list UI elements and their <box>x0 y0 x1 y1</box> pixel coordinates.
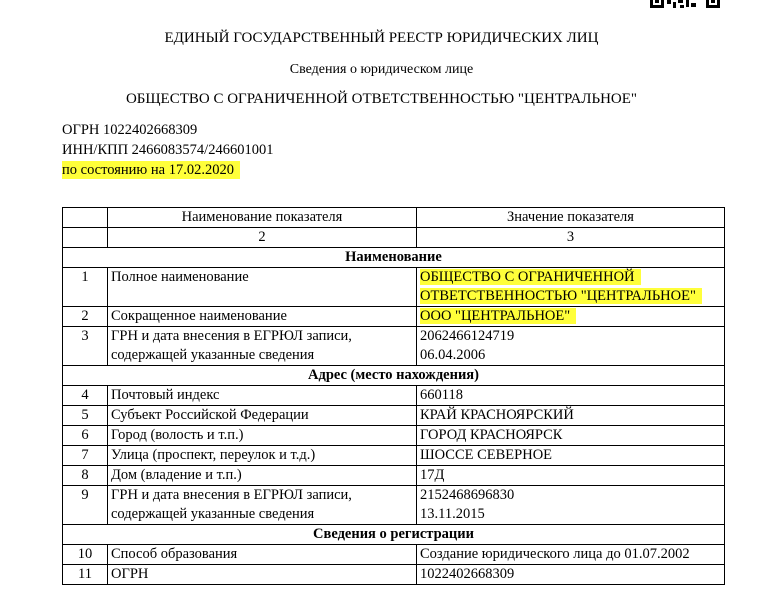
grn-date-value: 06.04.2006 <box>420 347 486 363</box>
table-row <box>63 466 725 486</box>
table-row <box>63 268 725 307</box>
row-value <box>417 307 725 327</box>
grn-value: 2062466124719 <box>420 328 515 344</box>
section-registration-title: Сведения о регистрации <box>63 525 725 545</box>
row-num: 5 <box>63 406 108 426</box>
row-num: 6 <box>63 426 108 446</box>
table-row <box>63 386 725 406</box>
row-value <box>417 268 725 307</box>
table-row <box>63 565 725 585</box>
section-name-title: Наименование <box>63 248 725 268</box>
qr-code-icon <box>650 0 720 10</box>
document-subtitle: Сведения о юридическом лице <box>289 62 474 77</box>
state-date-highlight: по состоянию на 17.02.2020 <box>62 161 240 179</box>
egrul-data-table <box>62 207 725 585</box>
row-label: Сокращенное наименование <box>108 307 417 327</box>
colnum-2-cell: 2 <box>108 228 417 248</box>
table-row <box>63 406 725 426</box>
row-value <box>417 486 725 525</box>
row-label: Способ образования <box>108 545 417 565</box>
table-header-row <box>63 208 725 228</box>
company-name-title: ОБЩЕСТВО С ОГРАНИЧЕННОЙ ОТВЕТСТВЕННОСТЬЮ "ЦЕНТРАЛЬНОЕ" <box>125 91 638 107</box>
row-label: ОГРН <box>108 565 417 585</box>
section-row-address <box>63 366 725 386</box>
section-row-registration <box>63 525 725 545</box>
header-name-cell: Наименование показателя <box>108 208 417 228</box>
section-address-title: Адрес (место нахождения) <box>63 366 725 386</box>
row-value: 1022402668309 <box>417 565 725 585</box>
grn-value: 2152468696830 <box>420 487 515 503</box>
short-name-highlight: ООО "ЦЕНТРАЛЬНОЕ" <box>420 308 576 324</box>
row-label: Почтовый индекс <box>108 386 417 406</box>
header-num-cell <box>63 208 108 228</box>
table-row <box>63 307 725 327</box>
row-label: Субъект Российской Федерации <box>108 406 417 426</box>
colnum-3-cell: 3 <box>417 228 725 248</box>
grn-date-value: 13.11.2015 <box>420 506 485 522</box>
full-name-highlight: ОБЩЕСТВО С ОГРАНИЧЕННОЙ ОТВЕТСТВЕННОСТЬЮ "ЦЕНТРАЛЬНОЕ" <box>420 269 702 304</box>
table-row <box>63 327 725 366</box>
row-label: Полное наименование <box>108 268 417 307</box>
colnum-empty-cell <box>63 228 108 248</box>
row-value: КРАЙ КРАСНОЯРСКИЙ <box>417 406 725 426</box>
row-value: 660118 <box>417 386 725 406</box>
registry-title: ЕДИНЫЙ ГОСУДАРСТВЕННЫЙ РЕЕСТР ЮРИДИЧЕСКИХ ЛИЦ <box>164 30 599 46</box>
table-colnum-row <box>63 228 725 248</box>
row-num: 1 <box>63 268 108 307</box>
row-label: ГРН и дата внесения в ЕГРЮЛ записи, содержащей указанные сведения <box>108 327 417 366</box>
row-value: 17Д <box>417 466 725 486</box>
table-row <box>63 446 725 466</box>
row-value: Создание юридического лица до 01.07.2002 <box>417 545 725 565</box>
table-row <box>63 486 725 525</box>
row-num: 11 <box>63 565 108 585</box>
state-date-line <box>62 162 240 179</box>
table-row <box>63 426 725 446</box>
row-label: Дом (владение и т.п.) <box>108 466 417 486</box>
row-label: Город (волость и т.п.) <box>108 426 417 446</box>
row-value: ГОРОД КРАСНОЯРСК <box>417 426 725 446</box>
row-num: 10 <box>63 545 108 565</box>
row-num: 2 <box>63 307 108 327</box>
row-label: Улица (проспект, переулок и т.д.) <box>108 446 417 466</box>
row-label: ГРН и дата внесения в ЕГРЮЛ записи, содержащей указанные сведения <box>108 486 417 525</box>
row-num: 3 <box>63 327 108 366</box>
section-row-name <box>63 248 725 268</box>
row-num: 8 <box>63 466 108 486</box>
row-num: 7 <box>63 446 108 466</box>
inn-kpp-line: ИНН/КПП 2466083574/246601001 <box>62 142 274 158</box>
row-num: 4 <box>63 386 108 406</box>
row-value <box>417 327 725 366</box>
ogrn-line: ОГРН 1022402668309 <box>62 122 198 138</box>
row-value: ШОССЕ СЕВЕРНОЕ <box>417 446 725 466</box>
header-value-cell: Значение показателя <box>417 208 725 228</box>
row-num: 9 <box>63 486 108 525</box>
table-row <box>63 545 725 565</box>
